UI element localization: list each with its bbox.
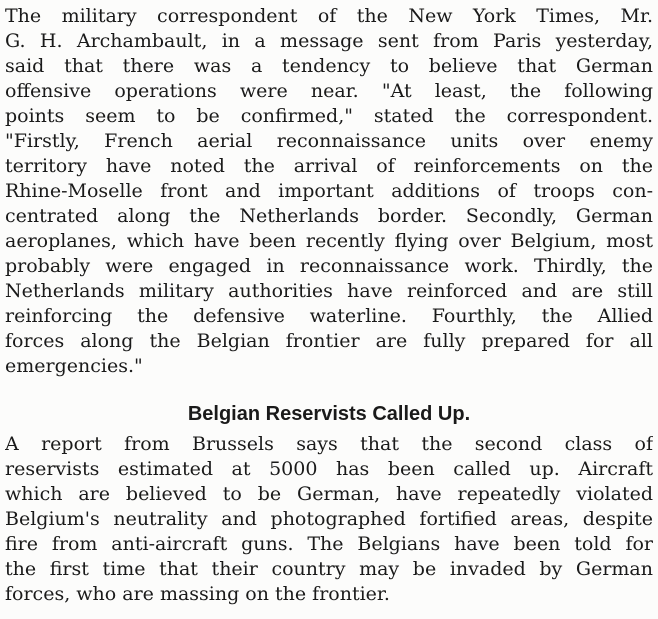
- text-line: emergencies.": [5, 355, 143, 377]
- text-line: which are believed to be German, have repeatedly violated: [5, 483, 653, 505]
- text-line: the first time that their country may be invaded by German: [5, 558, 653, 580]
- text-line: forces along the Belgian frontier are fully prepared for all: [5, 330, 653, 352]
- text-line: probably were engaged in reconnaissance work. Thirdly, the: [5, 255, 653, 277]
- text-line: centrated along the Netherlands border. Secondly, German: [5, 205, 653, 227]
- text-line: The military correspondent of the New York Times, Mr.: [5, 5, 653, 27]
- text-line: reinforcing the defensive waterline. Fourthly, the Allied: [5, 305, 653, 327]
- text-line: Netherlands military authorities have reinforced and are still: [5, 280, 653, 302]
- text-line: G. H. Archambault, in a message sent from Paris yesterday,: [5, 30, 653, 52]
- article-paragraph: [5, 432, 653, 607]
- text-line: territory have noted the arrival of reinforcements on the: [5, 155, 653, 177]
- article-paragraph: [5, 4, 653, 379]
- text-line: Rhine-Moselle front and important additions of troops con-: [5, 180, 653, 202]
- text-line: A report from Brussels says that the second class of: [5, 433, 653, 455]
- text-line: fire from anti-aircraft guns. The Belgians have been told for: [5, 533, 653, 555]
- text-line: forces, who are massing on the frontier.: [5, 583, 390, 605]
- section-heading: Belgian Reservists Called Up.: [187, 403, 471, 425]
- text-line: aeroplanes, which have been recently flying over Belgium, most: [5, 230, 653, 252]
- text-line: points seem to be confirmed," stated the correspondent.: [5, 105, 653, 127]
- text-line: offensive operations were near. "At least, the following: [5, 80, 653, 102]
- text-line: Belgium's neutrality and photographed fortified areas, despite: [5, 508, 653, 530]
- text-line: said that there was a tendency to believe that German: [5, 55, 653, 77]
- text-line: "Firstly, French aerial reconnaissance units over enemy: [5, 130, 653, 152]
- text-line: reservists estimated at 5000 has been called up. Aircraft: [5, 458, 653, 480]
